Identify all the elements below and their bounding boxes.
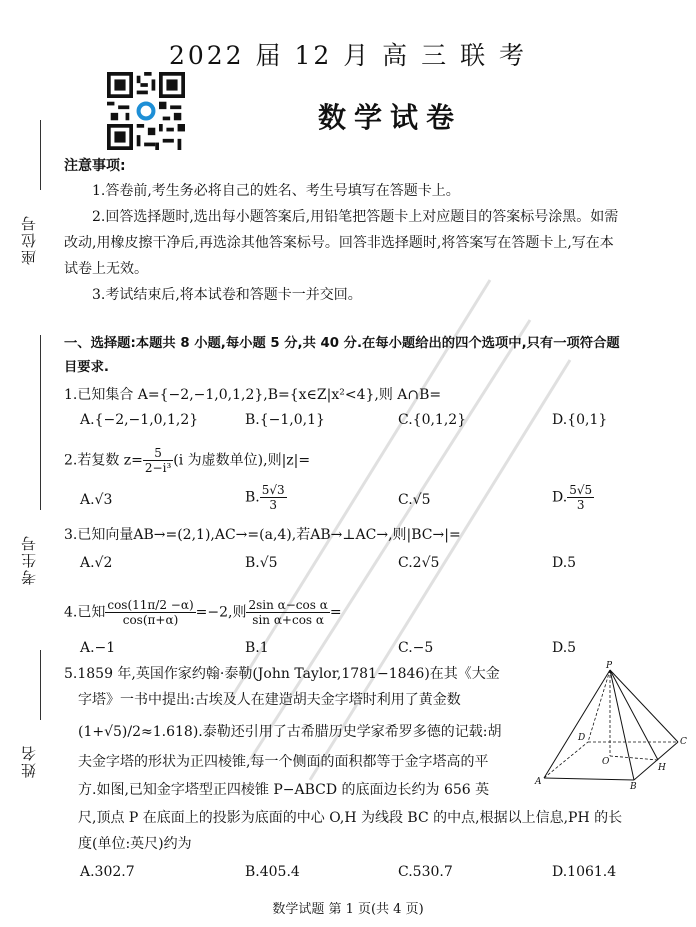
fraction xyxy=(260,483,287,512)
fraction xyxy=(567,483,594,512)
numerator: cos(11π/2 −α) xyxy=(107,598,194,612)
option-b xyxy=(245,483,287,512)
figure-label: A xyxy=(535,777,542,787)
question-stem: 尺,顶点 P 在底面上的投影为底面的中心 O,H 为线段 BC 的中点,根据以上信息,PH 的长 xyxy=(78,810,623,826)
question-stem: 度(单位:英尺)约为 xyxy=(78,836,192,852)
stem-text: 2.若复数 z= xyxy=(64,452,143,469)
exam-number-label: 考生号 xyxy=(20,534,38,585)
option-b: B.{−1,0,1} xyxy=(245,412,325,428)
question-stem: 方.如图,已知金字塔型正四棱锥 P−ABCD 的底面边长约为 656 英 xyxy=(78,782,490,798)
denominator: cos(π+α) xyxy=(122,613,179,627)
stem-text: 4.已知 xyxy=(64,604,106,621)
sidebar-divider xyxy=(40,335,41,510)
notice-heading: 注意事项: xyxy=(64,158,126,174)
option-a: A.{−2,−1,0,1,2} xyxy=(80,412,199,428)
option-b: B.√5 xyxy=(245,555,278,571)
denominator: 2−i³ xyxy=(144,461,172,475)
option-c: C.2√5 xyxy=(398,555,440,571)
notice-item: 1.答卷前,考生务必将自己的姓名、考生号填写在答题卡上。 xyxy=(92,183,460,199)
figure-label: H xyxy=(658,763,666,773)
fraction xyxy=(105,598,195,627)
qr-code xyxy=(107,72,185,150)
option-d: D.5 xyxy=(552,640,577,656)
section-heading: 目要求. xyxy=(64,360,109,375)
figure-label: C xyxy=(680,737,687,747)
stem-text: = xyxy=(329,604,342,621)
option-d: D.{0,1} xyxy=(552,412,608,428)
question-stem: 1.已知集合 A={−2,−1,0,1,2},B={x∈Z|x²<4},则 A∩B= xyxy=(64,387,442,403)
sidebar-divider xyxy=(40,120,41,190)
question-stem xyxy=(64,598,342,627)
notice-item: 2.回答选择题时,选出每小题答案后,用铅笔把答题卡上对应题目的答案标号涂黑。如需 xyxy=(92,209,619,225)
option-b: B.1 xyxy=(245,640,269,656)
denominator: 3 xyxy=(269,498,278,512)
question-stem: (1+√5)/2≈1.618).泰勒还引用了古希腊历史学家希罗多德的记载:胡 xyxy=(78,724,502,740)
figure-label: D xyxy=(578,733,586,743)
option-d: D.1061.4 xyxy=(552,864,617,880)
question-stem: 5.1859 年,英国作家约翰·泰勒(John Taylor,1781−1846)在其《大金 xyxy=(64,666,500,682)
option-b: B.405.4 xyxy=(245,864,300,880)
sidebar-divider xyxy=(40,650,41,720)
notice-item: 改动,用橡皮擦干净后,再选涂其他答案标号。回答非选择题时,将答案写在答题卡上,写在本 xyxy=(64,235,614,251)
page-footer: 数学试题 第 1 页(共 4 页) xyxy=(272,902,424,917)
figure-label: B xyxy=(630,782,637,792)
option-a: A.√3 xyxy=(80,492,113,508)
denominator: sin α+cos α xyxy=(252,613,324,627)
fraction xyxy=(143,446,173,475)
option-c: C.−5 xyxy=(398,640,434,656)
section-heading: 一、选择题:本题共 8 小题,每小题 5 分,共 40 分.在每小题给出的四个选项中,只有一项符合题 xyxy=(64,336,620,351)
figure-label: O xyxy=(602,757,610,767)
notice-item: 3.考试结束后,将本试卷和答题卡一并交回。 xyxy=(92,287,362,303)
question-stem xyxy=(64,446,310,475)
name-label: 姓名 xyxy=(20,744,38,778)
numerator: 2sin α−cos α xyxy=(248,598,328,612)
option-d: D.5 xyxy=(552,555,577,571)
numerator: 5 xyxy=(143,446,173,461)
subject-title: 数学试卷 xyxy=(317,101,462,134)
numerator: 5√3 xyxy=(261,483,285,497)
stem-text: =−2,则 xyxy=(195,604,247,621)
question-stem: 夫金字塔的形状为正四棱锥,每一个侧面的面积都等于金字塔高的平 xyxy=(78,754,489,770)
exam-title: 2022 届 12 月 高 三 联 考 xyxy=(168,41,528,70)
watermark xyxy=(190,240,590,800)
option-a: A.302.7 xyxy=(80,864,135,880)
option-c: C.530.7 xyxy=(398,864,453,880)
option-d xyxy=(552,483,594,512)
pyramid-figure xyxy=(534,660,686,790)
figure-label: P xyxy=(606,661,613,671)
option-a: A.√2 xyxy=(80,555,113,571)
seat-number-label: 座位号 xyxy=(20,214,38,265)
option-letter: B. xyxy=(245,489,260,506)
option-letter: D. xyxy=(552,489,568,506)
notice-item: 试卷上无效。 xyxy=(64,261,148,277)
option-a: A.−1 xyxy=(80,640,116,656)
stem-text: (i 为虚数单位),则|z|= xyxy=(173,452,311,469)
question-stem: 字塔》一书中提出:古埃及人在建造胡夫金字塔时利用了黄金数 xyxy=(78,692,461,708)
option-c: C.√5 xyxy=(398,492,431,508)
option-c: C.{0,1,2} xyxy=(398,412,467,428)
denominator: 3 xyxy=(576,498,585,512)
numerator: 5√5 xyxy=(569,483,593,497)
fraction xyxy=(246,598,329,627)
question-stem: 3.已知向量AB→=(2,1),AC→=(a,4),若AB→⊥AC→,则|BC→|= xyxy=(64,527,461,543)
